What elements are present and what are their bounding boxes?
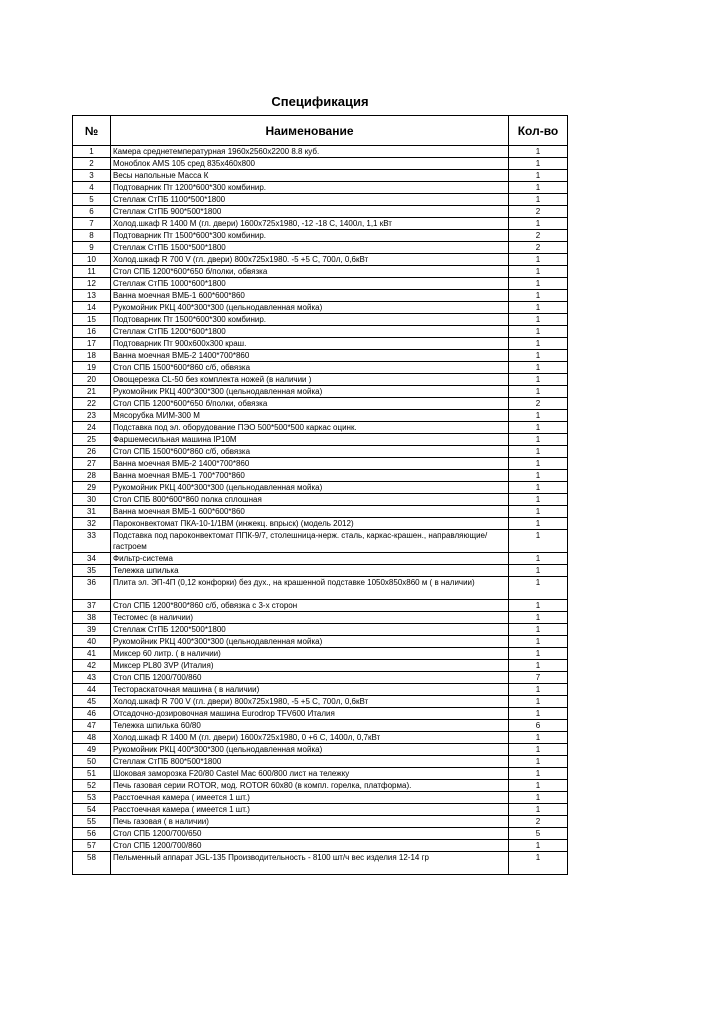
row-name: Фаршемесильная машина IP10M	[111, 434, 509, 446]
specification-table	[72, 115, 568, 875]
table-row	[73, 672, 568, 684]
row-name: Рукомойник РКЦ 400*300*300 (цельнодавленная мойка)	[111, 482, 509, 494]
row-quantity: 1	[509, 158, 568, 170]
row-quantity: 1	[509, 422, 568, 434]
table-row	[73, 242, 568, 254]
row-quantity: 1	[509, 852, 568, 875]
row-name: Холод.шкаф R 1400 M (гл. двери) 1600x725x1980, -12 -18 C, 1400л, 1,1 кВт	[111, 218, 509, 230]
row-name: Тестораскаточная машина ( в наличии)	[111, 684, 509, 696]
row-number: 24	[73, 422, 111, 434]
table-row	[73, 470, 568, 482]
row-number: 41	[73, 648, 111, 660]
table-row	[73, 206, 568, 218]
row-quantity: 1	[509, 840, 568, 852]
row-quantity: 1	[509, 302, 568, 314]
row-number: 16	[73, 326, 111, 338]
row-name: Стол СПБ 1200*600*650 б/полки, обвязка	[111, 398, 509, 410]
row-name: Ванна моечная ВМБ-1 600*600*860	[111, 506, 509, 518]
row-number: 58	[73, 852, 111, 875]
row-name: Подтоварник Пт 900x600x300 краш.	[111, 338, 509, 350]
table-row	[73, 744, 568, 756]
row-number: 8	[73, 230, 111, 242]
row-name: Мясорубка МИМ-300 М	[111, 410, 509, 422]
row-name: Подтоварник Пт 1500*600*300 комбинир.	[111, 230, 509, 242]
table-row	[73, 290, 568, 302]
table-row	[73, 422, 568, 434]
row-quantity: 1	[509, 530, 568, 553]
table-row	[73, 482, 568, 494]
row-quantity: 1	[509, 780, 568, 792]
row-name: Стеллаж СтПБ 1000*600*1800	[111, 278, 509, 290]
row-name: Плита эл. ЭП-4П (0,12 конфорки) без дух., на крашенной подставке 1050x850x860 м ( в наличии)	[111, 577, 509, 600]
row-quantity: 1	[509, 744, 568, 756]
table-row	[73, 374, 568, 386]
row-quantity: 1	[509, 565, 568, 577]
row-name: Пельменный аппарат JGL-135 Производительность - 8100 шт/ч вес изделия 12-14 гр	[111, 852, 509, 875]
table-row	[73, 756, 568, 768]
table-row	[73, 660, 568, 672]
row-number: 19	[73, 362, 111, 374]
row-quantity: 1	[509, 636, 568, 648]
table-row	[73, 732, 568, 744]
row-quantity: 1	[509, 494, 568, 506]
row-number: 47	[73, 720, 111, 732]
row-number: 17	[73, 338, 111, 350]
row-name: Стол СПБ 1200*600*650 б/полки, обвязка	[111, 266, 509, 278]
row-name: Тестомес (в наличии)	[111, 612, 509, 624]
table-row	[73, 506, 568, 518]
row-number: 33	[73, 530, 111, 553]
row-number: 21	[73, 386, 111, 398]
row-name: Фильтр-система	[111, 553, 509, 565]
row-number: 57	[73, 840, 111, 852]
table-row	[73, 648, 568, 660]
row-number: 54	[73, 804, 111, 816]
row-number: 44	[73, 684, 111, 696]
row-number: 45	[73, 696, 111, 708]
row-quantity: 1	[509, 326, 568, 338]
row-number: 39	[73, 624, 111, 636]
table-row	[73, 577, 568, 600]
row-number: 6	[73, 206, 111, 218]
table-row	[73, 398, 568, 410]
table-row	[73, 816, 568, 828]
row-quantity: 1	[509, 577, 568, 600]
table-header-row	[73, 116, 568, 146]
row-quantity: 2	[509, 230, 568, 242]
row-name: Стеллаж СтПБ 800*500*1800	[111, 756, 509, 768]
row-quantity: 6	[509, 720, 568, 732]
row-name: Печь газовая серии ROTOR, мод. ROTOR 60x80 (в компл. горелка, платформа).	[111, 780, 509, 792]
table-row	[73, 720, 568, 732]
table-row	[73, 326, 568, 338]
row-name: Рукомойник РКЦ 400*300*300 (цельнодавленная мойка)	[111, 386, 509, 398]
table-row	[73, 612, 568, 624]
row-number: 30	[73, 494, 111, 506]
table-row	[73, 768, 568, 780]
row-quantity: 1	[509, 708, 568, 720]
row-number: 15	[73, 314, 111, 326]
row-quantity: 1	[509, 350, 568, 362]
table-row	[73, 828, 568, 840]
table-row	[73, 386, 568, 398]
row-name: Ванна моечная ВМБ-2 1400*700*860	[111, 458, 509, 470]
row-name: Весы напольные Масса К	[111, 170, 509, 182]
row-name: Рукомойник РКЦ 400*300*300 (цельнодавленная мойка)	[111, 302, 509, 314]
row-quantity: 1	[509, 194, 568, 206]
row-number: 51	[73, 768, 111, 780]
row-name: Холод.шкаф R 1400 M (гл. двери) 1600x725x1980, 0 +6 C, 1400л, 0,7кВт	[111, 732, 509, 744]
table-row	[73, 852, 568, 875]
row-quantity: 1	[509, 482, 568, 494]
row-quantity: 1	[509, 518, 568, 530]
row-number: 25	[73, 434, 111, 446]
row-name: Подставка под пароконвектомат ППК-9/7, столешница-нерж. сталь, каркас-крашен., направляющие/гастроем	[111, 530, 509, 553]
table-row	[73, 636, 568, 648]
row-quantity: 1	[509, 362, 568, 374]
table-row	[73, 278, 568, 290]
row-quantity: 1	[509, 470, 568, 482]
row-name: Моноблок AMS 105 сред 835x460x800	[111, 158, 509, 170]
row-quantity: 1	[509, 182, 568, 194]
table-row	[73, 840, 568, 852]
row-name: Стеллаж СтПБ 1200*500*1800	[111, 624, 509, 636]
table-row	[73, 146, 568, 158]
header-qty: Кол-во	[509, 116, 568, 146]
row-number: 10	[73, 254, 111, 266]
row-number: 27	[73, 458, 111, 470]
row-quantity: 1	[509, 804, 568, 816]
row-quantity: 1	[509, 553, 568, 565]
row-name: Стол СПБ 1200*800*860 с/б, обвязка с 3-х сторон	[111, 600, 509, 612]
row-number: 14	[73, 302, 111, 314]
row-name: Овощерезка CL-50 без комплекта ножей (в наличии )	[111, 374, 509, 386]
table-row	[73, 708, 568, 720]
row-name: Шоковая заморозка F20/80 Castel Mac 600/800 лист на тележку	[111, 768, 509, 780]
row-number: 20	[73, 374, 111, 386]
row-quantity: 1	[509, 446, 568, 458]
row-name: Холод.шкаф R 700 V (гл. двери) 800x725x1980, -5 +5 C, 700л, 0,6кВт	[111, 696, 509, 708]
row-number: 36	[73, 577, 111, 600]
row-name: Печь газовая ( в наличии)	[111, 816, 509, 828]
row-number: 56	[73, 828, 111, 840]
row-quantity: 1	[509, 254, 568, 266]
table-row	[73, 182, 568, 194]
row-number: 48	[73, 732, 111, 744]
row-quantity: 5	[509, 828, 568, 840]
row-name: Расстоечная камера ( имеется 1 шт.)	[111, 804, 509, 816]
row-name: Стол СПБ 1200/700/860	[111, 672, 509, 684]
row-number: 37	[73, 600, 111, 612]
row-name: Стол СПБ 800*600*860 полка сплошная	[111, 494, 509, 506]
row-name: Пароконвектомат ПКА-10-1/1ВМ (инжекц. впрыск) (модель 2012)	[111, 518, 509, 530]
table-row	[73, 218, 568, 230]
table-body	[73, 146, 568, 875]
row-quantity: 2	[509, 816, 568, 828]
row-name: Расстоечная камера ( имеется 1 шт.)	[111, 792, 509, 804]
row-number: 7	[73, 218, 111, 230]
row-name: Стол СПБ 1500*600*860 с/б, обвязка	[111, 362, 509, 374]
row-number: 3	[73, 170, 111, 182]
table-row	[73, 266, 568, 278]
row-number: 31	[73, 506, 111, 518]
row-name: Камера среднетемпературная 1960x2560x2200 8.8 куб.	[111, 146, 509, 158]
row-quantity: 7	[509, 672, 568, 684]
row-name: Миксер PL80 3VP (Италия)	[111, 660, 509, 672]
row-number: 13	[73, 290, 111, 302]
row-number: 4	[73, 182, 111, 194]
document-title: Спецификация	[271, 94, 369, 109]
row-quantity: 1	[509, 768, 568, 780]
row-quantity: 1	[509, 612, 568, 624]
row-number: 50	[73, 756, 111, 768]
row-quantity: 1	[509, 170, 568, 182]
row-number: 38	[73, 612, 111, 624]
row-quantity: 1	[509, 696, 568, 708]
row-number: 34	[73, 553, 111, 565]
row-quantity: 1	[509, 218, 568, 230]
row-name: Миксер 60 литр. ( в наличии)	[111, 648, 509, 660]
row-number: 40	[73, 636, 111, 648]
row-name: Тележка шпилька	[111, 565, 509, 577]
row-quantity: 1	[509, 386, 568, 398]
row-quantity: 1	[509, 374, 568, 386]
header-num: №	[73, 116, 111, 146]
row-quantity: 1	[509, 266, 568, 278]
row-quantity: 1	[509, 146, 568, 158]
row-name: Подтоварник Пт 1200*600*300 комбинир.	[111, 182, 509, 194]
row-quantity: 1	[509, 684, 568, 696]
row-number: 53	[73, 792, 111, 804]
row-number: 11	[73, 266, 111, 278]
table-row	[73, 792, 568, 804]
row-quantity: 1	[509, 506, 568, 518]
row-number: 9	[73, 242, 111, 254]
row-quantity: 1	[509, 314, 568, 326]
row-number: 35	[73, 565, 111, 577]
row-name: Ванна моечная ВМБ-1 700*700*860	[111, 470, 509, 482]
row-quantity: 1	[509, 338, 568, 350]
row-number: 2	[73, 158, 111, 170]
row-quantity: 1	[509, 458, 568, 470]
row-name: Стеллаж СтПБ 900*500*1800	[111, 206, 509, 218]
row-quantity: 1	[509, 756, 568, 768]
header-name: Наименование	[111, 116, 509, 146]
table-row	[73, 530, 568, 553]
row-name: Стол СПБ 1500*600*860 с/б, обвязка	[111, 446, 509, 458]
row-number: 49	[73, 744, 111, 756]
row-quantity: 1	[509, 600, 568, 612]
table-row	[73, 314, 568, 326]
row-number: 52	[73, 780, 111, 792]
row-name: Подтоварник Пт 1500*600*300 комбинир.	[111, 314, 509, 326]
row-number: 43	[73, 672, 111, 684]
table-row	[73, 565, 568, 577]
row-quantity: 2	[509, 206, 568, 218]
row-number: 12	[73, 278, 111, 290]
table-row	[73, 410, 568, 422]
row-quantity: 2	[509, 242, 568, 254]
table-row	[73, 254, 568, 266]
table-row	[73, 780, 568, 792]
table-row	[73, 350, 568, 362]
row-name: Стеллаж СтПБ 1100*500*1800	[111, 194, 509, 206]
row-quantity: 1	[509, 434, 568, 446]
row-name: Стеллаж СтПБ 1200*600*1800	[111, 326, 509, 338]
table-row	[73, 434, 568, 446]
row-number: 23	[73, 410, 111, 422]
table-row	[73, 446, 568, 458]
row-number: 26	[73, 446, 111, 458]
table-row	[73, 684, 568, 696]
row-name: Стол СПБ 1200/700/650	[111, 828, 509, 840]
row-number: 29	[73, 482, 111, 494]
row-name: Отсадочно-дозировочная машина Eurodrop TFV600 Италия	[111, 708, 509, 720]
table-row	[73, 494, 568, 506]
row-number: 18	[73, 350, 111, 362]
table-row	[73, 600, 568, 612]
row-quantity: 1	[509, 648, 568, 660]
table-row	[73, 696, 568, 708]
row-number: 28	[73, 470, 111, 482]
row-name: Ванна моечная ВМБ-1 600*600*860	[111, 290, 509, 302]
table-row	[73, 338, 568, 350]
row-quantity: 1	[509, 410, 568, 422]
table-row	[73, 158, 568, 170]
row-number: 46	[73, 708, 111, 720]
row-quantity: 1	[509, 624, 568, 636]
row-quantity: 1	[509, 732, 568, 744]
row-number: 1	[73, 146, 111, 158]
table-row	[73, 230, 568, 242]
table-row	[73, 553, 568, 565]
row-quantity: 1	[509, 660, 568, 672]
table-row	[73, 518, 568, 530]
table-row	[73, 362, 568, 374]
table-row	[73, 624, 568, 636]
table-row	[73, 170, 568, 182]
row-name: Ванна моечная ВМБ-2 1400*700*860	[111, 350, 509, 362]
row-name: Холод.шкаф R 700 V (гл. двери) 800x725x1980. -5 +5 C, 700л, 0,6кВт	[111, 254, 509, 266]
table-row	[73, 458, 568, 470]
row-number: 42	[73, 660, 111, 672]
row-number: 22	[73, 398, 111, 410]
row-number: 55	[73, 816, 111, 828]
table-row	[73, 194, 568, 206]
row-name: Подставка под эл. оборудование ПЭО 500*500*500 каркас оцинк.	[111, 422, 509, 434]
row-name: Рукомойник РКЦ 400*300*300 (цельнодавленная мойка)	[111, 636, 509, 648]
row-quantity: 1	[509, 278, 568, 290]
row-name: Стол СПБ 1200/700/860	[111, 840, 509, 852]
row-quantity: 2	[509, 398, 568, 410]
table-row	[73, 804, 568, 816]
row-quantity: 1	[509, 290, 568, 302]
row-name: Рукомойник РКЦ 400*300*300 (цельнодавленная мойка)	[111, 744, 509, 756]
row-name: Стеллаж СтПБ 1500*500*1800	[111, 242, 509, 254]
row-number: 5	[73, 194, 111, 206]
table-row	[73, 302, 568, 314]
row-name: Тележка шпилька 60/80	[111, 720, 509, 732]
row-quantity: 1	[509, 792, 568, 804]
row-number: 32	[73, 518, 111, 530]
